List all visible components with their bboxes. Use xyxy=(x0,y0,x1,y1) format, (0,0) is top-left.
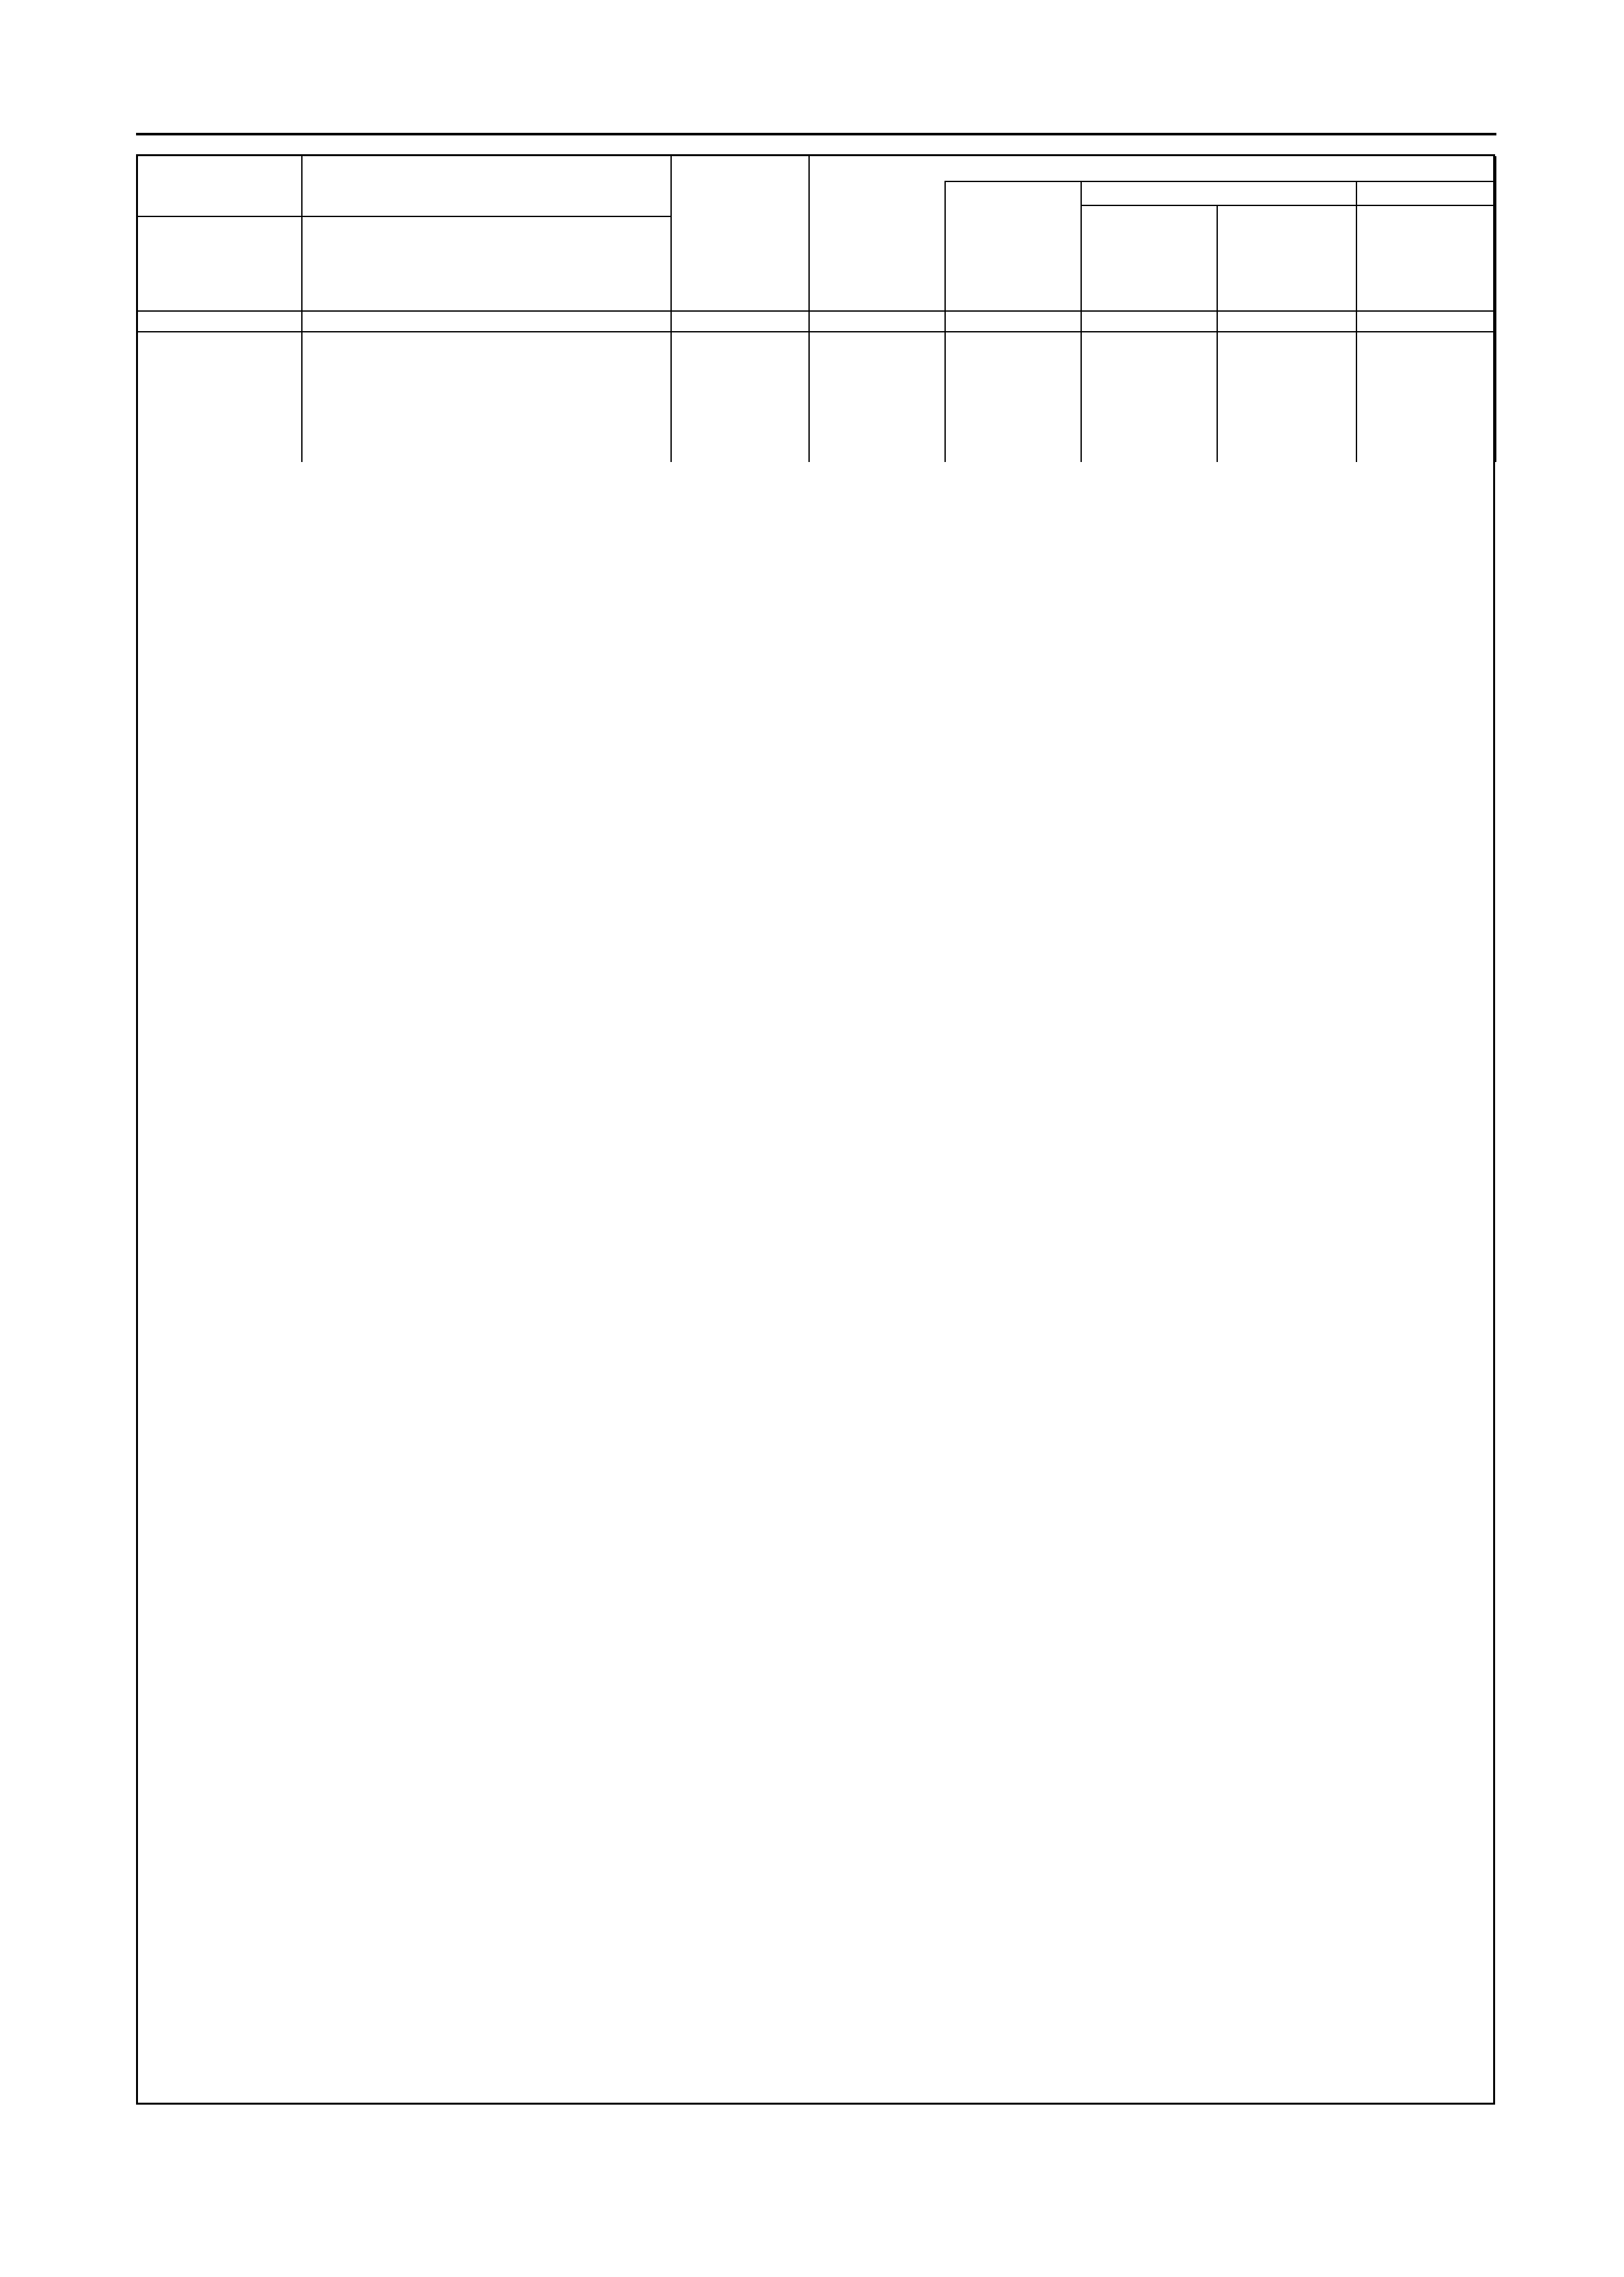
header-rule xyxy=(136,133,1496,135)
rates-table xyxy=(136,154,1495,2105)
